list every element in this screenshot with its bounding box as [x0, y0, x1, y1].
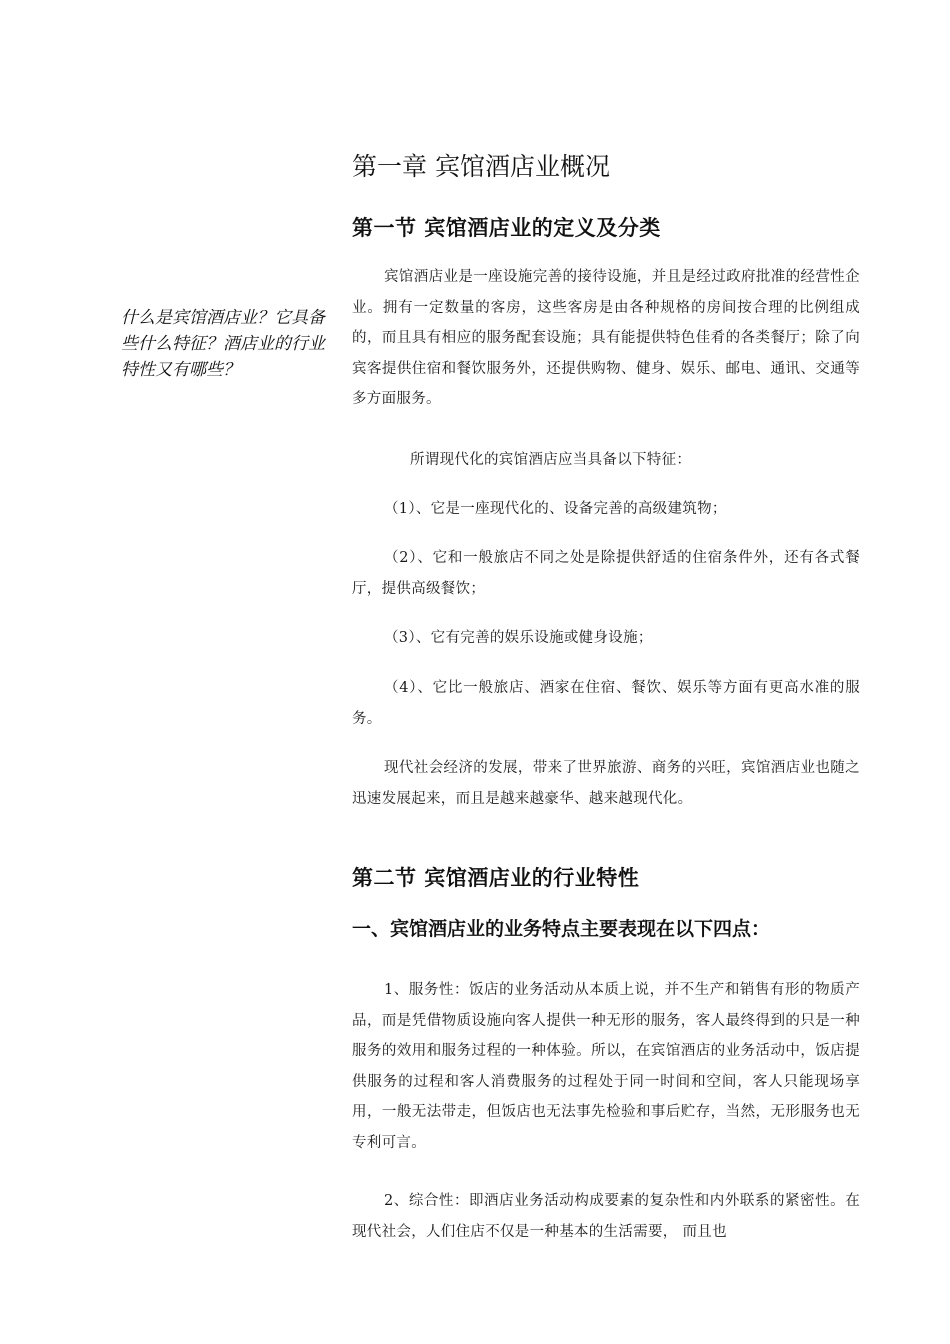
section-1-title: 第一节 宾馆酒店业的定义及分类 [352, 216, 661, 240]
section-2-subtitle: 一、宾馆酒店业的业务特点主要表现在以下四点： [352, 918, 771, 940]
business-point-1-paragraph: 1、服务性：饭店的业务活动从本质上说，并不生产和销售有形的物质产品，而是凭借物质设施向客人提供一种无形的服务，客人最终得到的只是一种服务的效用和服务过程的一种体验。所以，在宾馆酒店的业务活动中，饭店提供服务的过程和客人消费服务的过程处于同一时间和空间，客人只能现场享用，一般无法带走，但饭店也无法事先检验和事后贮存，当然，无形服务也无专利可言。 [352, 982, 860, 1151]
section-1-intro-paragraph: 宾馆酒店业是一座设施完善的接待设施，并且是经过政府批准的经营性企业。拥有一定数量的客房，这些客房是由各种规格的房间按合理的比例组成的，而且具有相应的服务配套设施；具有能提供特色佳肴的各类餐厅；除了向宾客提供住宿和餐饮服务外，还提供购物、健身、娱乐、邮电、通讯、交通等多方面服务。 [352, 269, 860, 407]
section-2-title: 第二节 宾馆酒店业的行业特性 [352, 866, 640, 890]
feature-item-1: （1）、它是一座现代化的、设备完善的高级建筑物； [384, 501, 727, 517]
feature-item-3: （3）、它有完善的娱乐设施或健身设施； [384, 630, 653, 646]
feature-item-2: （2）、它和一般旅店不同之处是除提供舒适的住宿条件外，还有各式餐厅，提供高级餐饮； [352, 550, 860, 597]
features-lead-paragraph: 所谓现代化的宾馆酒店应当具备以下特征： [410, 452, 692, 468]
chapter-title: 第一章 宾馆酒店业概况 [352, 152, 610, 181]
business-point-2-paragraph: 2、综合性：即酒店业务活动构成要素的复杂性和内外联系的紧密性。在现代社会，人们住店不仅是一种基本的生活需要， 而且也 [352, 1193, 860, 1240]
section-1-closing-paragraph: 现代社会经济的发展，带来了世界旅游、商务的兴旺，宾馆酒店业也随之迅速发展起来，而且是越来越豪华、越来越现代化。 [352, 760, 860, 807]
feature-item-4: （4）、它比一般旅店、酒家在住宿、餐饮、娱乐等方面有更高水准的服务。 [352, 680, 860, 727]
margin-question-note: 什么是宾馆酒店业？它具备些什么特征？酒店业的行业特性又有哪些？ [121, 308, 325, 380]
